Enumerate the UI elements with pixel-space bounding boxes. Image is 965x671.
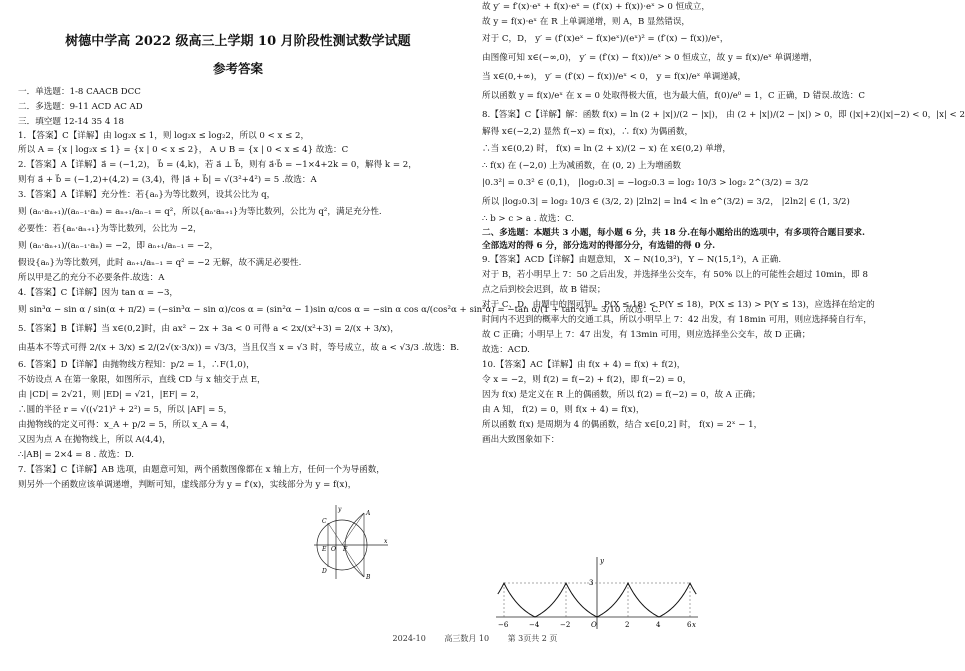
- left-line: 所以甲是乙的充分不必要条件.故选：A: [18, 272, 165, 283]
- left-line: 由抛物线的定义可得：x_A + p/2 = 5，所以 x_A = 4，: [18, 419, 235, 430]
- right-line: 所以 |log₂0.3| = log₂ 10/3 ∈ (3/2, 2) |2ln2| = ln4 < ln e^(3/2) = 3/2， |2ln2| ∈ (1, 3/2): [482, 197, 850, 207]
- right-line: 故 C 正确；小明早上 7：47 出发，有 13min 可用，则应选择坐公交车，故 D 正确；: [482, 329, 811, 340]
- left-line: 6.【答案】D【详解】由抛物线方程知：p/2 = 1，∴F(1,0)，: [18, 359, 255, 370]
- right-line: 由 A 知， f(2) = 0，则 f(x + 4) = f(x)，: [482, 404, 645, 415]
- left-line: 假设{aₙ}为等比数列，此时 aₙ₊₁/aₙ₋₁ = q² = −2 无解，故不满足必要性.: [18, 257, 302, 268]
- right-line: 时间内不迟到的概率大的交通工具，所以小明早上 7：42 出发，有 18min 可用，则应选择骑自行车，: [482, 314, 872, 325]
- right-line: 对于 C、D，由题中的图可知， P(X ≤ 18) < P(Y ≤ 18)，P(X ≤ 13) > P(Y ≤ 13)，应选择在给定的: [482, 299, 875, 310]
- right-line: 当 x∈(0,+∞)， y′ = (f′(x) − f(x))/eˣ < 0， y = f(x)/eˣ 单调递减，: [482, 72, 747, 82]
- graph-x-tick: −2: [560, 621, 571, 629]
- left-line: 一．单选题：1-8 CAACB DCC: [18, 87, 141, 97]
- right-column: [482, 0, 965, 640]
- graph-x-tick: 4: [656, 621, 661, 629]
- right-line: 二、多选题：本题共 3 小题，每小题 6 分，共 18 分.在每小题给出的选项中，有多项符合题目要求.: [482, 228, 866, 238]
- left-line: 不妨设点 A 在第一象限，如图所示，直线 CD 与 x 轴交于点 E，: [18, 374, 266, 385]
- fig-label-a: A: [366, 510, 371, 517]
- graph-x-tick: −4: [529, 621, 540, 629]
- right-line: 故 y = f(x)·eˣ 在 R 上单调递增，则 A，B 显然错误，: [482, 17, 691, 27]
- left-line: 必要性：若{aₙ·aₙ₊₁}为等比数列，公比为 −2，: [18, 223, 202, 234]
- right-line: 对于 C，D， y′ = (f′(x)eˣ − f(x)eˣ)/(eˣ)² = (f′(x) − f(x))/eˣ，: [482, 34, 729, 44]
- right-line: ∴ f(x) 在 (−2,0) 上为减函数，在 (0, 2) 上为增函数: [482, 161, 681, 171]
- right-line: 10.【答案】AC【详解】由 f(x + 4) = f(x) + f(2)，: [482, 359, 686, 370]
- fig-label-c: C: [322, 518, 327, 525]
- left-line: 则 (aₙ·aₙ₊₁)/(aₙ₋₁·aₙ) = −2，即 aₙ₊₁/aₙ₋₁ = −2，: [18, 240, 219, 251]
- right-line: ∴当 x∈(0,2) 时， f(x) = ln (2 + x)/(2 − x) 在 x∈(0,2) 单增，: [482, 144, 731, 154]
- page-footer: [0, 633, 950, 644]
- fig-label-x: x: [384, 538, 388, 545]
- right-line: 由图像可知 x∈(−∞,0)， y′ = (f′(x) − f(x))/eˣ > 0 恒成立，故 y = f(x)/eˣ 单调递增，: [482, 53, 818, 63]
- footer-date: 2024-10: [392, 634, 426, 643]
- right-line: 所以函数 f(x) 是周期为 4 的偶函数，结合 x∈[0,2] 时， f(x) = 2ˣ − 1，: [482, 419, 763, 430]
- fig-line-af: [342, 513, 364, 545]
- left-line: 则另外一个函数应该单调递增，判断可知，虚线部分为 y = f′(x)，实线部分为 y = f(x)，: [18, 479, 357, 490]
- periodic-function-graph: [492, 553, 702, 633]
- footer-exam: 高三数月 10: [444, 634, 490, 643]
- right-line: 9.【答案】ACD【详解】由题意知， X ~ N(10,3²)，Y ~ N(15,1²)，A 正确.: [482, 254, 782, 265]
- right-line: |0.3²| = 0.3² ∈ (0,1)， |log₂0.3| = −log₂0.3 = log₂ 10/3 > log₂ 2^(3/2) = 3/2: [482, 178, 809, 188]
- left-line: 则有 a⃗ + b⃗ = (−1,2)+(4,2) = (3,4)，得 |a⃗ + b⃗| = √(3²+4²) = 5 .故选：A: [18, 174, 317, 185]
- right-line: 令 x = −2，则 f(2) = f(−2) + f(2)，即 f(−2) = 0，: [482, 374, 692, 385]
- graph-y-label: y: [600, 557, 604, 565]
- right-line: 点之后到校会迟到，故 B 错误；: [482, 284, 606, 295]
- fig-label-f: F: [343, 546, 348, 553]
- left-line: ∴圆的半径 r = √((√21)² + 2²) = 5，所以 |AF| = 5，: [18, 404, 233, 415]
- left-line: 4.【答案】C【详解】因为 tan α = −3，: [18, 287, 179, 298]
- graph-x-label: x: [692, 621, 696, 629]
- fig-label-o: O: [331, 546, 336, 553]
- graph-x-tick: −6: [498, 621, 509, 629]
- fig-label-d: D: [322, 568, 327, 575]
- right-answer-lines: [482, 0, 965, 448]
- left-line: 2.【答案】A【详解】a⃗ = (−1,2)， b⃗ = (4,k)，若 a⃗ ⊥ b⃗，则有 a⃗·b⃗ = −1×4+2k = 0，解得 k = 2，: [18, 159, 417, 170]
- graph-origin: O: [591, 621, 597, 629]
- left-line: 由基本不等式可得 2/(x + 3/x) ≤ 2/(2√(x·3/x)) = √3/3，当且仅当 x = √3 时，等号成立，故 a < √3/3 .故选：B.: [18, 342, 460, 353]
- page-subtitle: 参考答案: [212, 61, 263, 76]
- right-line: 画出大致图象如下：: [482, 434, 560, 445]
- right-line: 8.【答案】C【详解】解：函数 f(x) = ln (2 + |x|)/(2 − |x|)， 由 (2 + |x|)/(2 − |x|) > 0，即 (|x|+2)(|x|−2) < 0，|x| < 2: [482, 110, 965, 120]
- right-line: 因为 f(x) 是定义在 R 上的偶函数，所以 f(2) = f(−2) = 0，故 A 正确；: [482, 389, 761, 400]
- right-line: ∴ b > c > a . 故选：C.: [482, 214, 574, 224]
- page-title: 树德中学高 2022 级高三上学期 10 月阶段性测试数学试题: [65, 34, 411, 49]
- graph-x-tick: 6: [687, 621, 692, 629]
- graph-y-tick-3: 3: [589, 579, 594, 587]
- right-line: 全部选对的得 6 分，部分选对的得部分分，有选错的得 0 分.: [482, 240, 716, 251]
- left-line: 5.【答案】B【详解】当 x∈(0,2]时，由 ax² − 2x + 3a < 0 可得 a < 2x/(x²+3) = 2/(x + 3/x)，: [18, 323, 399, 334]
- graph-x-tick: 2: [625, 621, 630, 629]
- right-line: 所以函数 y = f(x)/eˣ 在 x = 0 处取得极大值，也为最大值，f(0)/e⁰ = 1，C 正确，D 错误.故选：C: [482, 91, 865, 101]
- right-line: 故 y′ = f′(x)·eˣ + f(x)·eˣ = (f′(x) + f(x))·eˣ > 0 恒成立，: [482, 2, 710, 12]
- left-line: 则 (aₙ·aₙ₊₁)/(aₙ₋₁·aₙ) = aₙ₊₁/aₙ₋₁ = q²，所以{aₙ·aₙ₊₁}为等比数列，公比为 q²，满足充分性.: [18, 206, 382, 217]
- right-line: 对于 B，若小明早上 7：50 之后出发，并选择坐公交车，有 50% 以上的可能性会超过 10min，即 8: [482, 269, 868, 280]
- parabola-circle-figure: [308, 503, 390, 581]
- left-line: ∴|AB| = 2×4 = 8 . 故选：D.: [18, 449, 135, 460]
- left-line: 由 |CD| = 2√21，则 |ED| = √21，|EF| = 2，: [18, 389, 205, 400]
- fig-label-y: y: [338, 506, 342, 513]
- left-line: 3.【答案】A【详解】充分性：若{aₙ}为等比数列，设其公比为 q，: [18, 189, 276, 200]
- fig-label-e: E: [322, 546, 327, 553]
- left-line: 7.【答案】C【详解】AB 选项，由题意可知，两个函数图像都在 x 轴上方，任何一个为导函数，: [18, 464, 385, 475]
- footer-page-number: 第 3页共 2 页: [507, 634, 558, 643]
- fig-label-b: B: [366, 574, 371, 581]
- right-line: 解得 x∈(−2,2) 显然 f(−x) = f(x)，∴ f(x) 为偶函数，: [482, 127, 694, 137]
- left-line: 三．填空题 12-14 35 4 18: [18, 117, 125, 127]
- left-line: 所以 A = {x | log₂x ≤ 1} = {x | 0 < x ≤ 2}， A ∪ B = {x | 0 < x ≤ 4} 故选：C: [18, 144, 349, 155]
- left-line: 则 sin³α − sin α / sin(α + π/2) = (−sin³α − sin α)/cos α = (sin²α − 1)sin α/cos α = −sin α cos α/(cos²α + sin²α) = −tan α/(1 + tan²α) = 3/10 .故选：C.: [18, 304, 661, 315]
- left-line: 二．多选题：9-11 ACD AC AD: [18, 102, 143, 112]
- right-line: 故选：ACD.: [482, 344, 530, 355]
- left-line: 1．【答案】C【详解】由 log₂x ≤ 1，则 log₂x ≤ log₂2，所以 0 < x ≤ 2，: [18, 131, 310, 141]
- left-line: 又因为点 A 在抛物线上，所以 A(4,4)，: [18, 434, 171, 445]
